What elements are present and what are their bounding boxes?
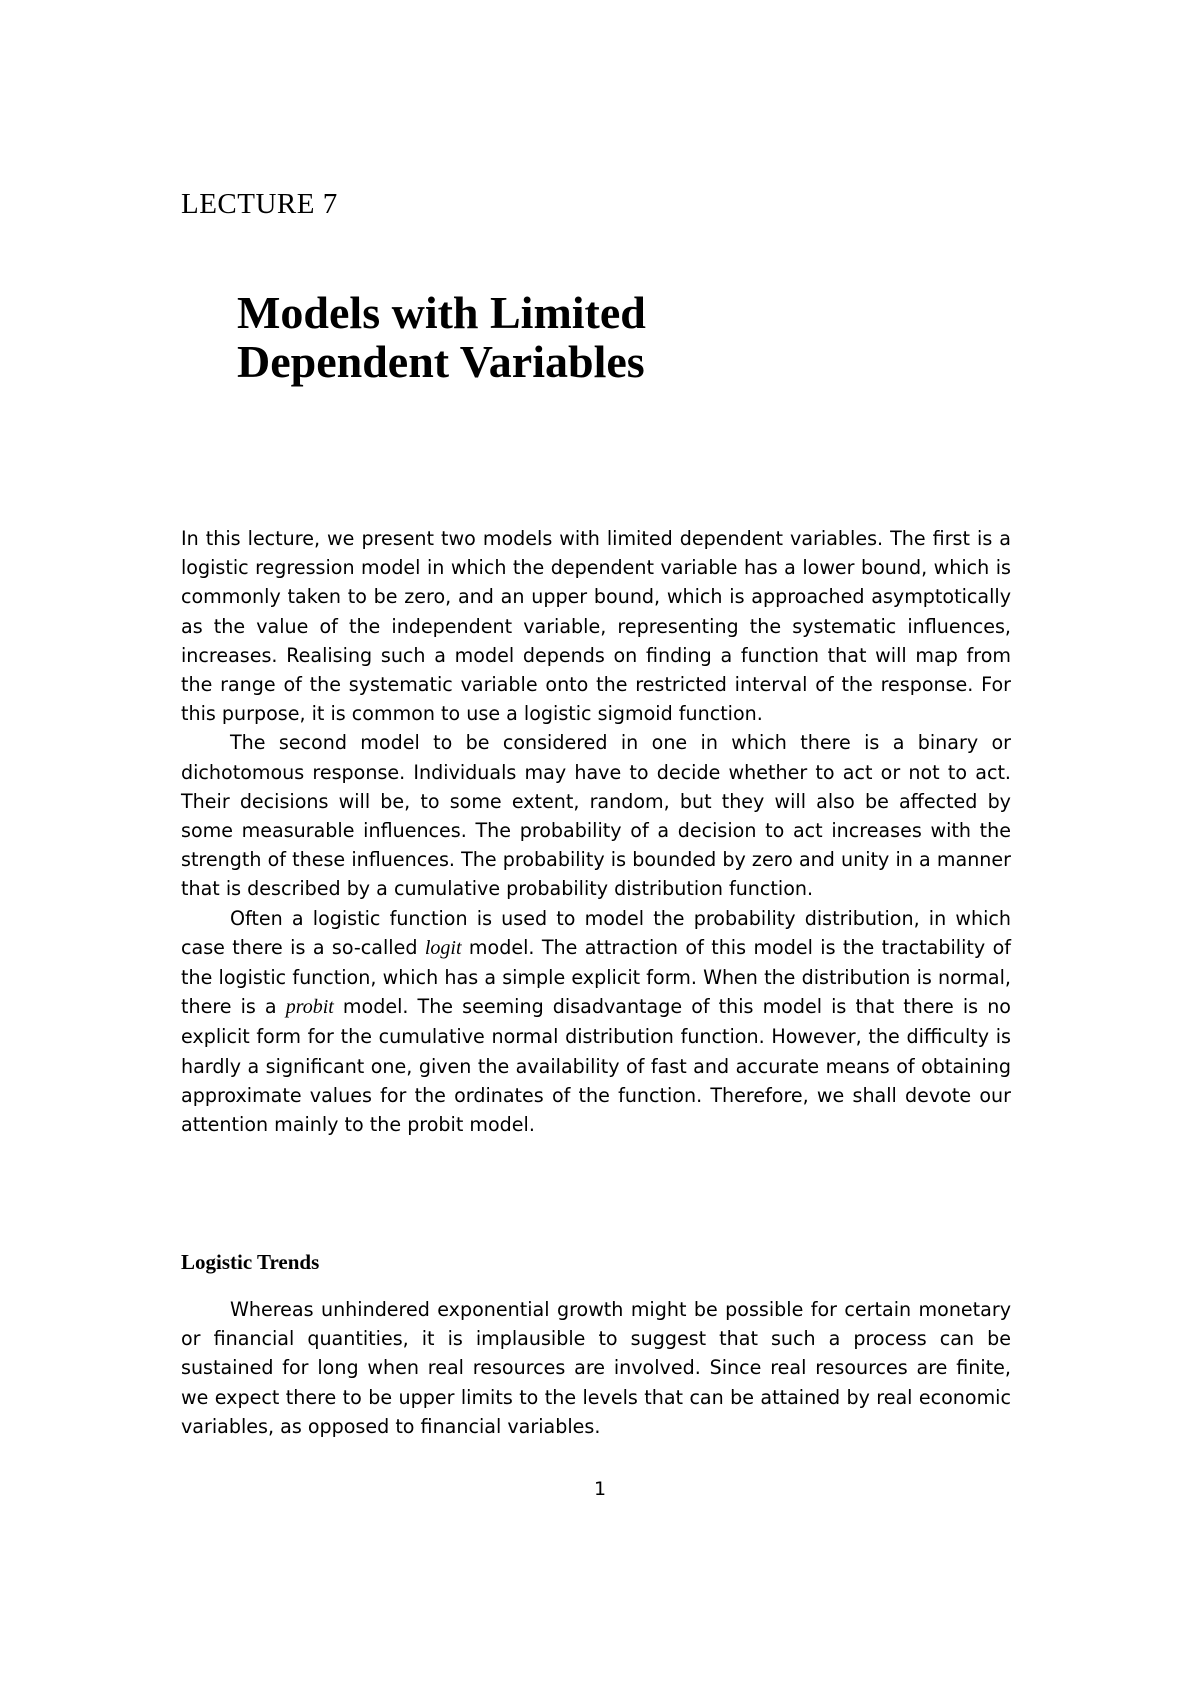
paragraph-intro-3 — [181, 904, 1011, 1140]
paragraph-trends-1: Whereas unhindered exponential growth might be possible for certain monetary or financial quantities, it is implausible to suggest that such a process can be sustained for long when real resources are involved. Since real resources are finite, we expect there to be upper limits to the levels that can be attained by real economic variables, as opposed to financial variables. — [181, 1298, 1011, 1438]
paragraph-intro-1: In this lecture, we present two models with limited dependent variables. The first is a logistic regression model in which the dependent variable has a lower bound, which is commonly taken to be zero, and an upper bound, which is approached asymptotically as the value of the independent variable, representing the systematic influences, increases. Realising such a model depends on finding a function that will map from the range of the systematic variable onto the restricted interval of the response. For this purpose, it is common to use a logistic sigmoid function. — [181, 527, 1011, 726]
probit-term: probit — [285, 996, 334, 1019]
paragraph-intro-3-part-a: Often a logistic function is used to model the probability distribution, in which case there is a so-called — [181, 906, 1011, 959]
lecture-label: LECTURE 7 — [181, 188, 338, 220]
logit-term: logit — [424, 936, 462, 959]
intro-section — [181, 524, 1011, 1139]
paragraph-intro-3-part-b: model. The attraction of this model is the tractability of the logistic function, which has a simple explicit form. When the distribution is normal, there is a — [181, 935, 1011, 1019]
chapter-title-line-2: Dependent Variables — [237, 336, 645, 387]
logistic-trends-section — [181, 1295, 1011, 1441]
chapter-title — [237, 288, 1037, 386]
paragraph-intro-2: The second model to be considered in one in which there is a binary or dichotomous response. Individuals may have to decide whether to act or not to act. Their decisions will be, to some extent, random, but they will also be affected by some measurable influences. The probability of a decision to act increases with the strength of these influences. The probability is bounded by zero and unity in a manner that is described by a cumulative probability distribution function. — [181, 731, 1011, 901]
section-heading: Logistic Trends — [181, 1250, 320, 1274]
paragraph-intro-3-part-c: model. The seeming disadvantage of this model is that there is no explicit form for the cumulative normal distribution function. However, the difficulty is hardly a significant one, given the availability of fast and accurate means of obtaining approximate values for the ordinates of the function. Therefore, we shall devote our attention mainly to the probit model. — [181, 995, 1011, 1137]
page-number: 1 — [593, 1478, 607, 1500]
chapter-title-line-1: Models with Limited — [237, 287, 646, 338]
